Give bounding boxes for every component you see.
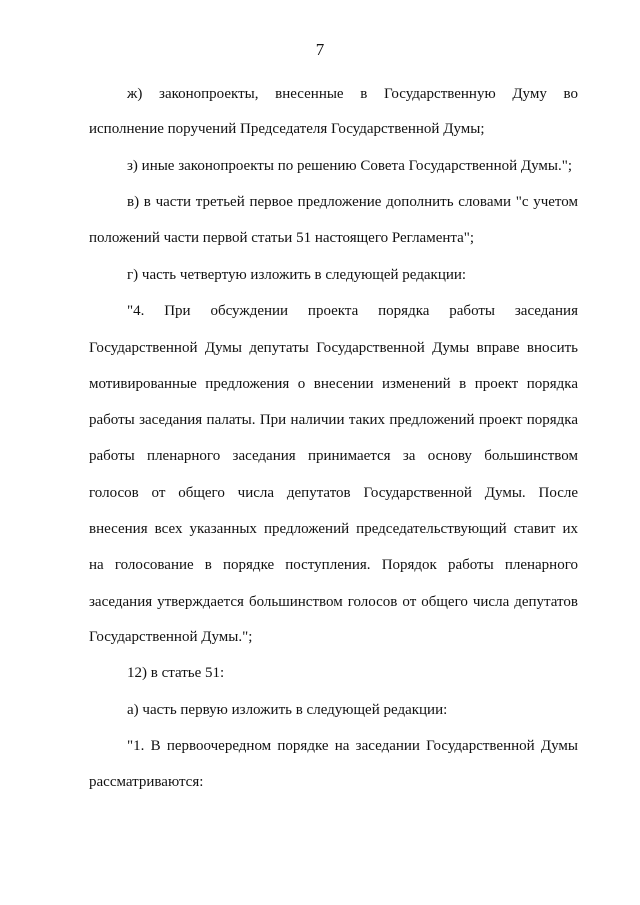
text-line: рассматриваются: — [89, 774, 204, 790]
text-line: работы заседания палаты. При наличии таких предложений проект порядка — [89, 412, 578, 428]
page-number: 7 — [315, 40, 325, 59]
text-line: Государственной Думы депутаты Государственной Думы вправе вносить — [89, 340, 578, 356]
text-line: на голосование в порядке поступления. Порядок работы пленарного — [89, 557, 578, 573]
text-line: положений части первой статьи 51 настоящего Регламента"; — [89, 230, 475, 246]
text-line: ж) законопроекты, внесенные в Государственную Думу во — [127, 86, 578, 102]
text-line: а) часть первую изложить в следующей редакции: — [127, 702, 448, 718]
text-line: в) в части третьей первое предложение дополнить словами "с учетом — [127, 194, 578, 210]
text-line: з) иные законопроекты по решению Совета Государственной Думы."; — [127, 158, 573, 174]
text-line: внесения всех указанных предложений председательствующий ставит их — [89, 521, 578, 537]
text-line: 12) в статье 51: — [127, 665, 225, 681]
text-line: "4. При обсуждении проекта порядка работы заседания — [127, 303, 578, 319]
text-line: заседания утверждается большинством голосов от общего числа депутатов — [89, 594, 578, 610]
text-line: "1. В первоочередном порядке на заседании Государственной Думы — [127, 738, 578, 754]
text-line: исполнение поручений Председателя Государственной Думы; — [89, 121, 485, 137]
text-line: мотивированные предложения о внесении изменений в проект порядка — [89, 376, 578, 392]
text-line: голосов от общего числа депутатов Государственной Думы. После — [89, 485, 578, 501]
text-line: работы пленарного заседания принимается за основу большинством — [89, 448, 578, 464]
text-line: Государственной Думы."; — [89, 629, 253, 645]
text-line: г) часть четвертую изложить в следующей редакции: — [127, 267, 467, 283]
